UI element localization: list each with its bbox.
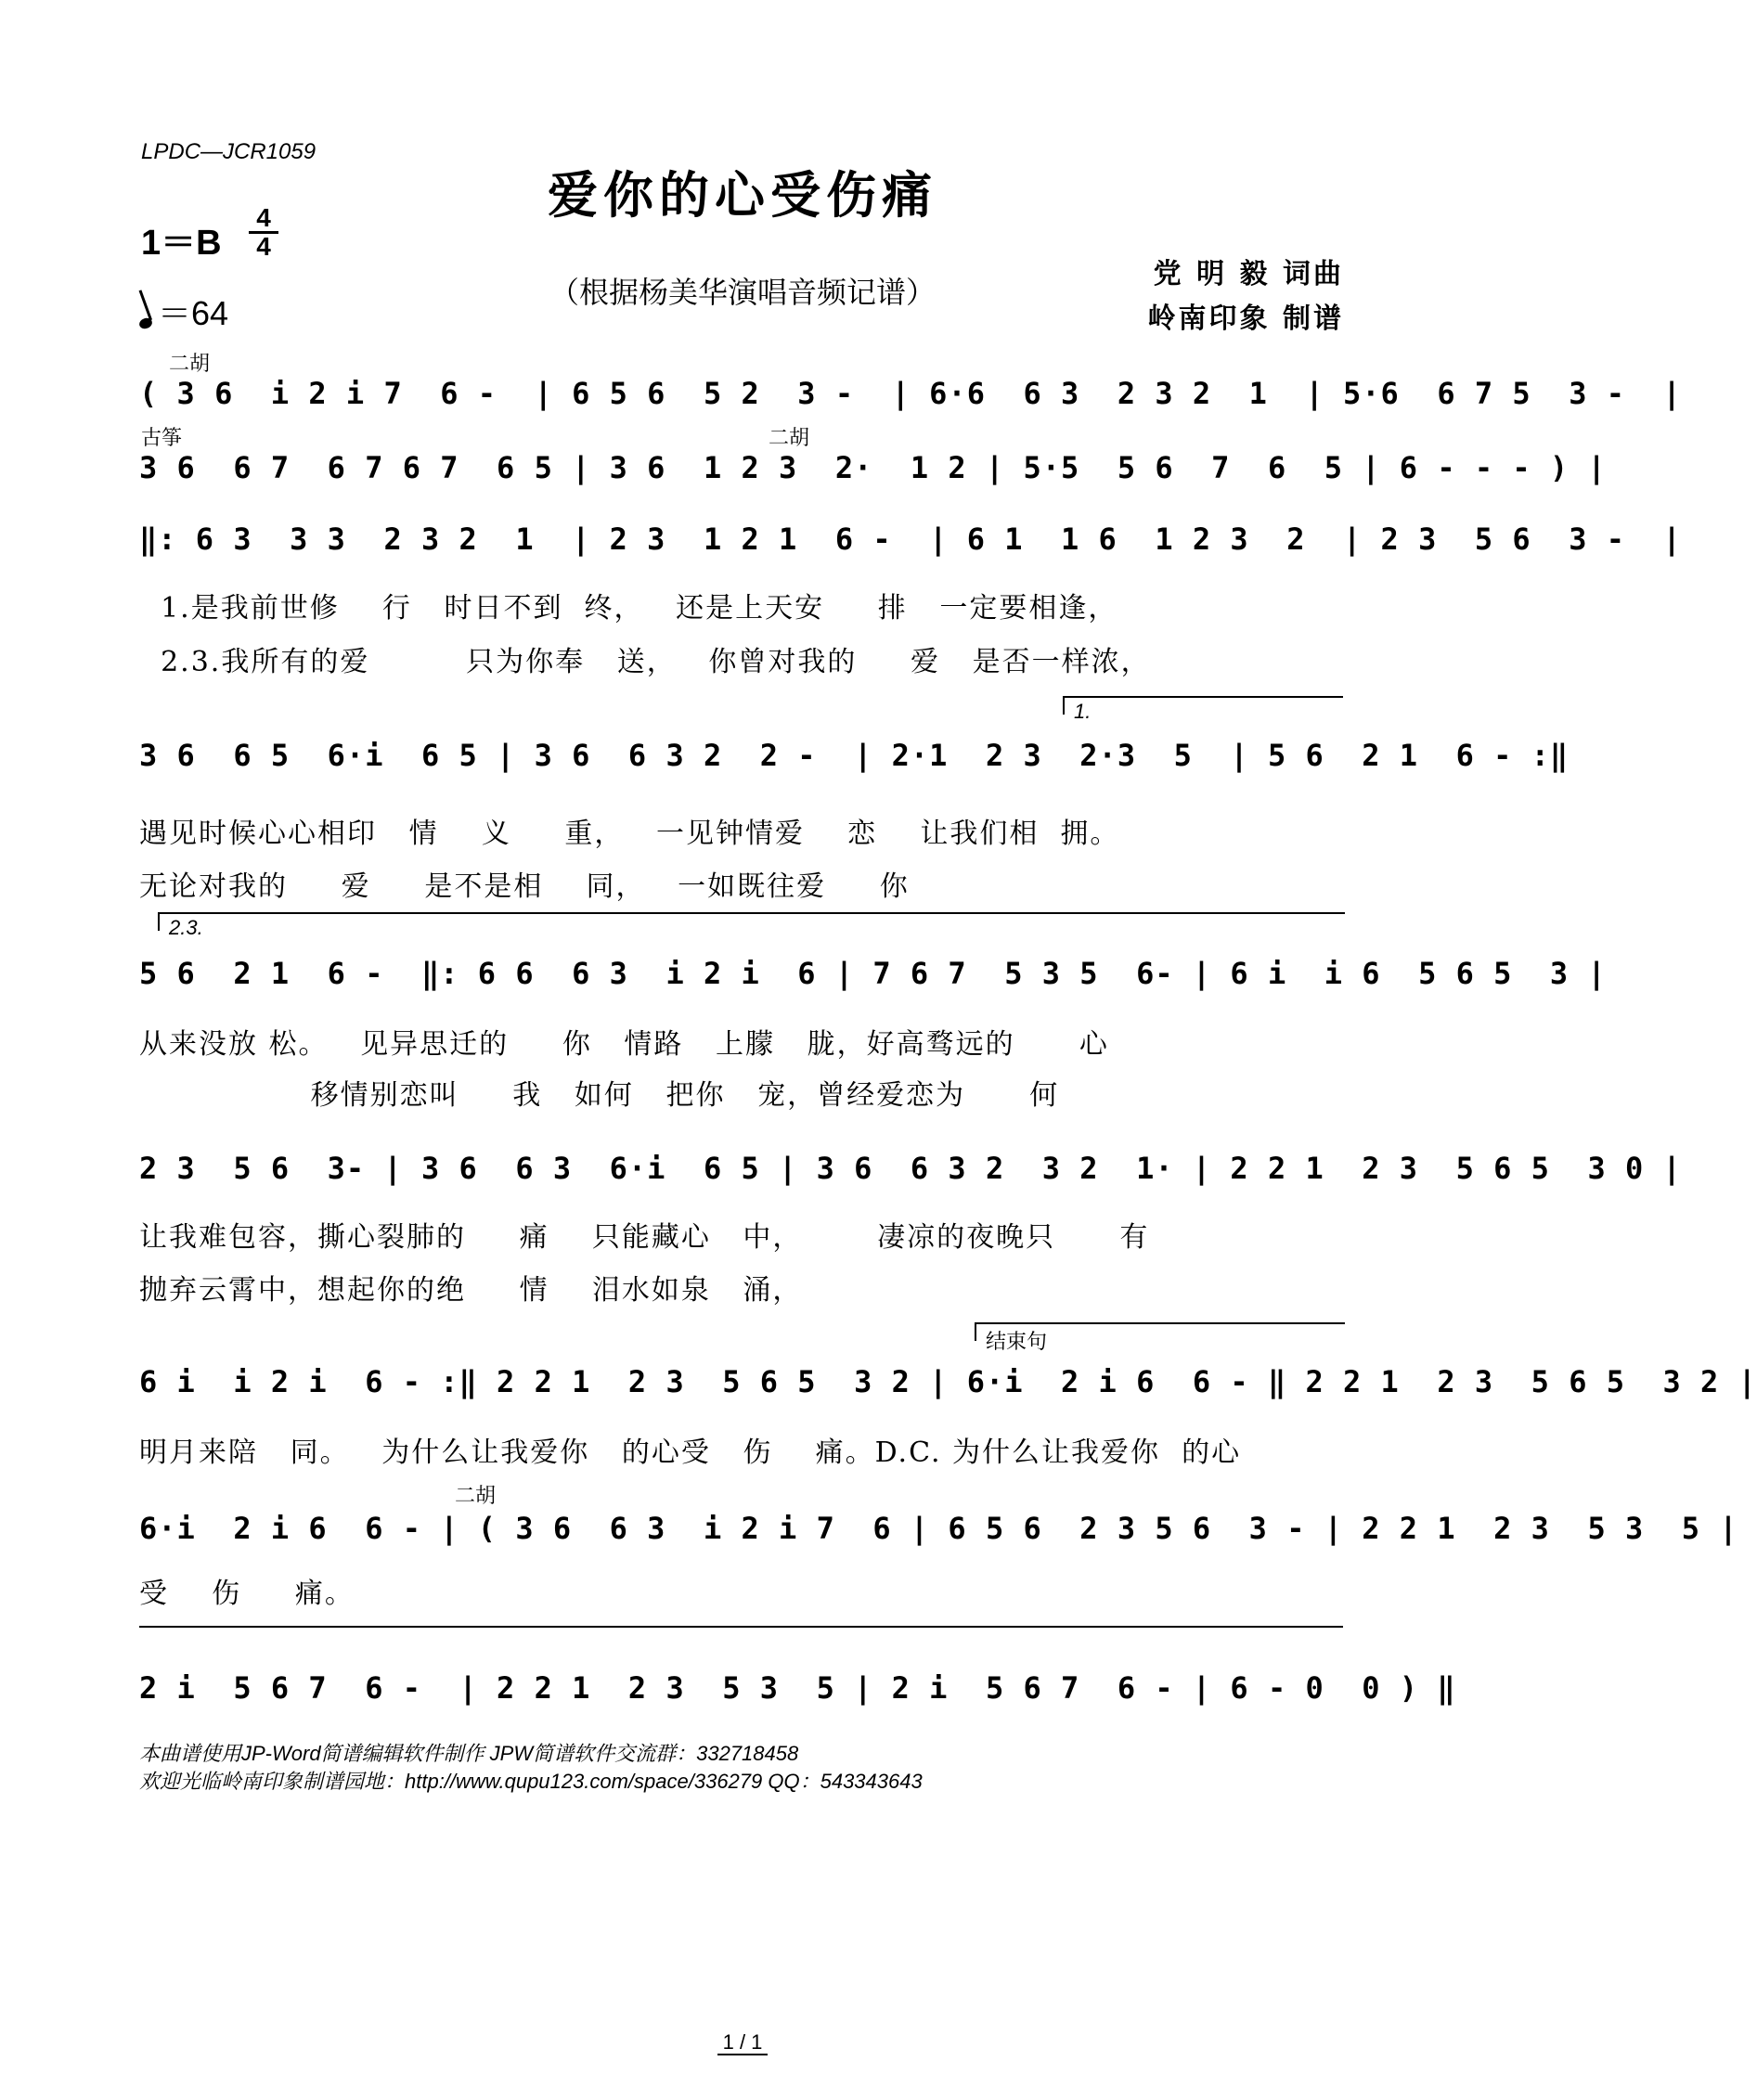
lyric-row-3-verse1: 1.是我前世修 行 时日不到 终， 还是上天安 排 一定要相逢， [139,592,1118,625]
arranger-credit: 岭南印象 制谱 [1147,303,1344,335]
score-row-7: 6 i i 2 i 6 - :‖ 2 2 1 2 3 5 6 5 3 2 | 6·i 2 i 6 6 - ‖ 2 2 1 2 3 5 6 5 3 2 | [139,1364,1757,1399]
lyric-row-7: 明月来陪 同。 为什么让我爱你 的心受 伤 痛。D.C. 为什么让我爱你 的心 [139,1437,1242,1469]
time-signature-bottom: 4 [256,232,271,261]
label-guzheng: 古筝 [141,426,183,449]
lyric-row-4-verse1: 遇见时候心心相印 情 义 重， 一见钟情爱 恋 让我们相 拥。 [139,818,1120,850]
quarter-note-icon [138,316,154,330]
time-signature-top: 4 [256,203,271,232]
footer-line-2: 欢迎光临岭南印象制谱园地：http://www.qupu123.com/space/336279 QQ：543343643 [139,1770,923,1793]
page-number: 1 / 1 [0,2030,1485,2055]
top-line [139,1626,1343,1628]
song-title: 爱你的心受伤痛 [548,165,937,225]
score-row-4: 3 6 6 5 6·i 6 5 | 3 6 6 3 2 2 - | 2·1 2 3 2·3 5 | 5 6 2 1 6 - :‖ [139,738,1570,773]
score-code: LPDC—JCR1059 [141,139,317,164]
subtitle: （根据杨美华演唱音频记谱） [549,275,936,310]
score-row-3: ‖: 6 3 3 3 2 3 2 1 | 2 3 1 2 1 6 - | 6 1 1 6 1 2 3 2 | 2 3 5 6 3 - | [139,522,1682,557]
tempo-value: ＝64 [158,294,229,332]
footer-line-1: 本曲谱使用JP-Word简谱编辑软件制作 JPW简谱软件交流群：332718458 [139,1742,799,1765]
score-row-2: 3 6 6 7 6 7 6 7 6 5 | 3 6 1 2 3 2· 1 2 | 5·5 5 6 7 6 5 | 6 - - - ) | [139,450,1607,485]
lyric-row-6-verse2: 抛弃云霄中，想起你的绝 情 泪水如泉 涌， [139,1274,803,1307]
volta-second-ending: 2.3. [158,912,1345,931]
lyric-row-8: 受 伤 痛。 [139,1578,355,1610]
lyric-row-5-verse2: 移情别恋叫 我 如何 把你 宠，曾经爱恋为 何 [139,1079,1060,1112]
key-signature: 1＝B [141,224,222,263]
lyric-row-6-verse1: 让我难包容，撕心裂肺的 痛 只能藏心 中， 凄凉的夜晚只 有 [139,1221,1150,1254]
lyric-row-3-verse2: 2.3.我所有的爱 只为你奉 送， 你曾对我的 爱 是否一样浓， [139,646,1151,678]
author-credit: 党 明 毅 词曲 [1153,258,1344,290]
score-row-6: 2 3 5 6 3- | 3 6 6 3 6·i 6 5 | 3 6 6 3 2 3 2 1· | 2 2 1 2 3 5 6 5 3 0 | [139,1151,1682,1186]
score-row-8: 6·i 2 i 6 6 - | ( 3 6 6 3 i 2 i 7 6 | 6 5 6 2 3 5 6 3 - | 2 2 1 2 3 5 3 5 | [139,1511,1738,1546]
lyric-row-4-verse2: 无论对我的 爱 是不是相 同， 一如既往爱 你 [139,870,910,903]
volta-first-ending: 1. [1063,696,1343,715]
lyric-row-5-verse1: 从来没放 松。 见异思迁的 你 情路 上朦 胧，好高骛远的 心 [139,1028,1109,1061]
score-row-1: ( 3 6 i 2 i 7 6 - | 6 5 6 5 2 3 - | 6·6 6 3 2 3 2 1 | 5·6 6 7 5 3 - | [139,376,1682,411]
score-row-5: 5 6 2 1 6 - ‖: 6 6 6 3 i 2 i 6 | 7 6 7 5 3 5 6- | 6 i i 6 5 6 5 3 | [139,956,1607,991]
time-signature [249,203,278,261]
label-erhu: 二胡 [169,352,211,375]
label-erhu-3: 二胡 [455,1484,497,1507]
label-erhu-2: 二胡 [769,426,810,449]
ending-bracket: 结束句 [975,1322,1345,1341]
score-row-9: 2 i 5 6 7 6 - | 2 2 1 2 3 5 3 5 | 2 i 5 6 7 6 - | 6 - 0 0 ) ‖ [139,1670,1456,1706]
